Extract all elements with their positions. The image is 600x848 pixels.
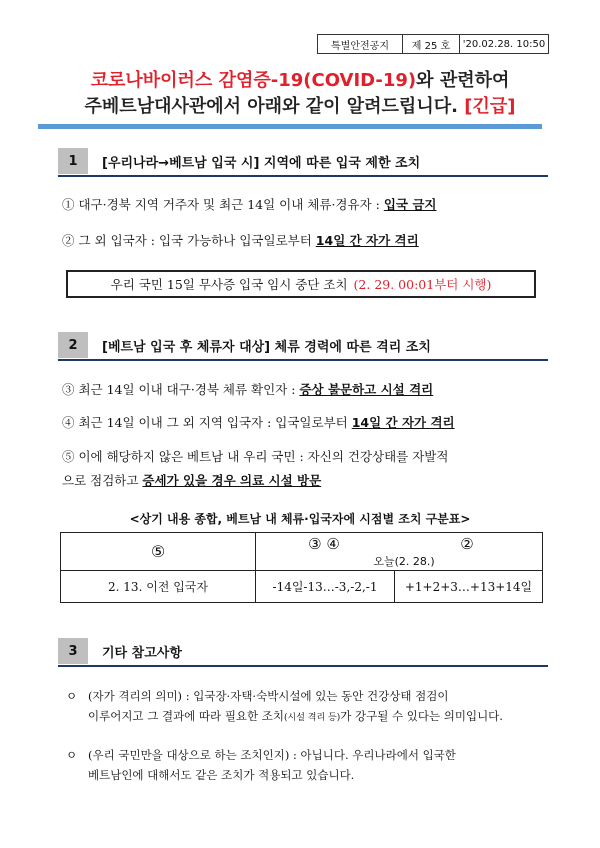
table-cell-plus: +1+2+3…+13+14일 (395, 571, 543, 603)
measures-table (60, 532, 543, 603)
page-title (40, 68, 560, 120)
section-2-number: 2 (58, 332, 88, 358)
note-1-line-2b: 가 강구될 수 있다는 의미입니다. (340, 709, 503, 723)
item-3-text: ③ 최근 14일 이내 대구·경북 체류 확인자 : (62, 382, 296, 397)
item-2 (62, 231, 419, 249)
table-today-label: 오늘(2. 28.) (373, 555, 435, 568)
item-4-text: ④ 최근 14일 이내 그 외 지역 입국자 : 입국일로부터 (62, 415, 348, 430)
table-header-34-label: ③ ④ (308, 535, 340, 553)
item-1-text: ① 대구·경북 지역 거주자 및 최근 14일 이내 체류·경유자 : (62, 197, 380, 212)
item-4 (62, 413, 455, 431)
table-row (61, 571, 543, 603)
section-3-title: 기타 참고사항 (102, 645, 182, 661)
bulletin-datetime: '20.02.28. 10:50 (462, 38, 546, 50)
item-5-emphasis: 증세가 있을 경우 의료 시설 방문 (142, 473, 322, 488)
title-covid: 코로나바이러스 감염증-19(COVID-19) (90, 70, 417, 91)
note-self-quarantine (66, 686, 546, 728)
title-line1-rest: 와 관련하여 (416, 70, 510, 91)
item-3-emphasis: 증상 불문하고 시설 격리 (299, 382, 434, 397)
item-3 (62, 380, 433, 398)
item-5 (62, 447, 448, 489)
section-2-heading (58, 332, 548, 358)
section-2-title: [베트남 입국 후 체류자 대상] 체류 경력에 따른 격리 조치 (102, 339, 431, 355)
table-header-5: ⑤ (61, 533, 256, 571)
table-header-2: ② (460, 535, 474, 553)
note-2-line-2: 베트남인에 대해서도 같은 조치가 적용되고 있습니다. (88, 768, 355, 782)
title-divider (38, 124, 542, 129)
item-2-emphasis: 14일 간 자가 격리 (315, 233, 419, 248)
section-3-number: 3 (58, 638, 88, 664)
note-scope (66, 745, 546, 785)
visa-notice-text: 우리 국민 15일 무사증 입국 임시 중단 조치 (110, 277, 348, 292)
section-3-heading (58, 638, 548, 664)
section-3-underline (58, 665, 548, 667)
section-1-heading (58, 148, 548, 174)
bulletin-category: 특별안전공지 (318, 35, 403, 53)
section-1-underline (58, 175, 548, 177)
table-header-row (61, 533, 543, 571)
table-cell-minus: -14일-13…-3,-2,-1 (256, 571, 395, 603)
bullet-mark: ㅇ (66, 748, 78, 762)
note-1-small: (시설 격리 등) (284, 713, 341, 723)
item-4-emphasis: 14일 간 자가 격리 (351, 415, 455, 430)
item-1 (62, 195, 436, 213)
bulletin-header (317, 34, 549, 54)
item-5-line-2-text: 으로 점검하고 (62, 473, 139, 488)
bullet-mark: ㅇ (66, 689, 78, 703)
title-urgent: [긴급] (464, 96, 516, 117)
visa-notice-date: (2. 29. 00:01부터 시행) (353, 277, 492, 292)
title-line2: 주베트남대사관에서 아래와 같이 알려드립니다. (84, 96, 458, 117)
table-cell-before: 2. 13. 이전 입국자 (61, 571, 256, 603)
item-1-emphasis: 입국 금지 (383, 197, 437, 212)
note-2-line-1: (우리 국민만을 대상으로 하는 조치인지) : 아닙니다. 우리나라에서 입국한 (88, 748, 456, 762)
section-1-number: 1 (58, 148, 88, 174)
section-2-underline (58, 359, 548, 361)
item-2-text: ② 그 외 입국자 : 입국 가능하나 입국일로부터 (62, 233, 312, 248)
visa-notice-box (66, 270, 536, 298)
table-caption: <상기 내용 종합, 베트남 내 체류·입국자에 시점별 조치 구분표> (129, 512, 471, 526)
table-header-34 (256, 533, 543, 571)
note-1-line-2a: 이루어지고 그 결과에 따라 필요한 조치 (88, 709, 285, 723)
note-1-line-1: (자가 격리의 의미) : 입국장·자택·숙박시설에 있는 동안 건강상태 점검이 (88, 689, 449, 703)
item-5-line-1: ⑤ 이에 해당하지 않은 베트남 내 우리 국민 : 자신의 건강상태를 자발적 (62, 449, 449, 464)
bulletin-issue: 제 25 호 (403, 35, 460, 53)
section-1-title: [우리나라→베트남 입국 시] 지역에 따른 입국 제한 조치 (102, 155, 421, 171)
